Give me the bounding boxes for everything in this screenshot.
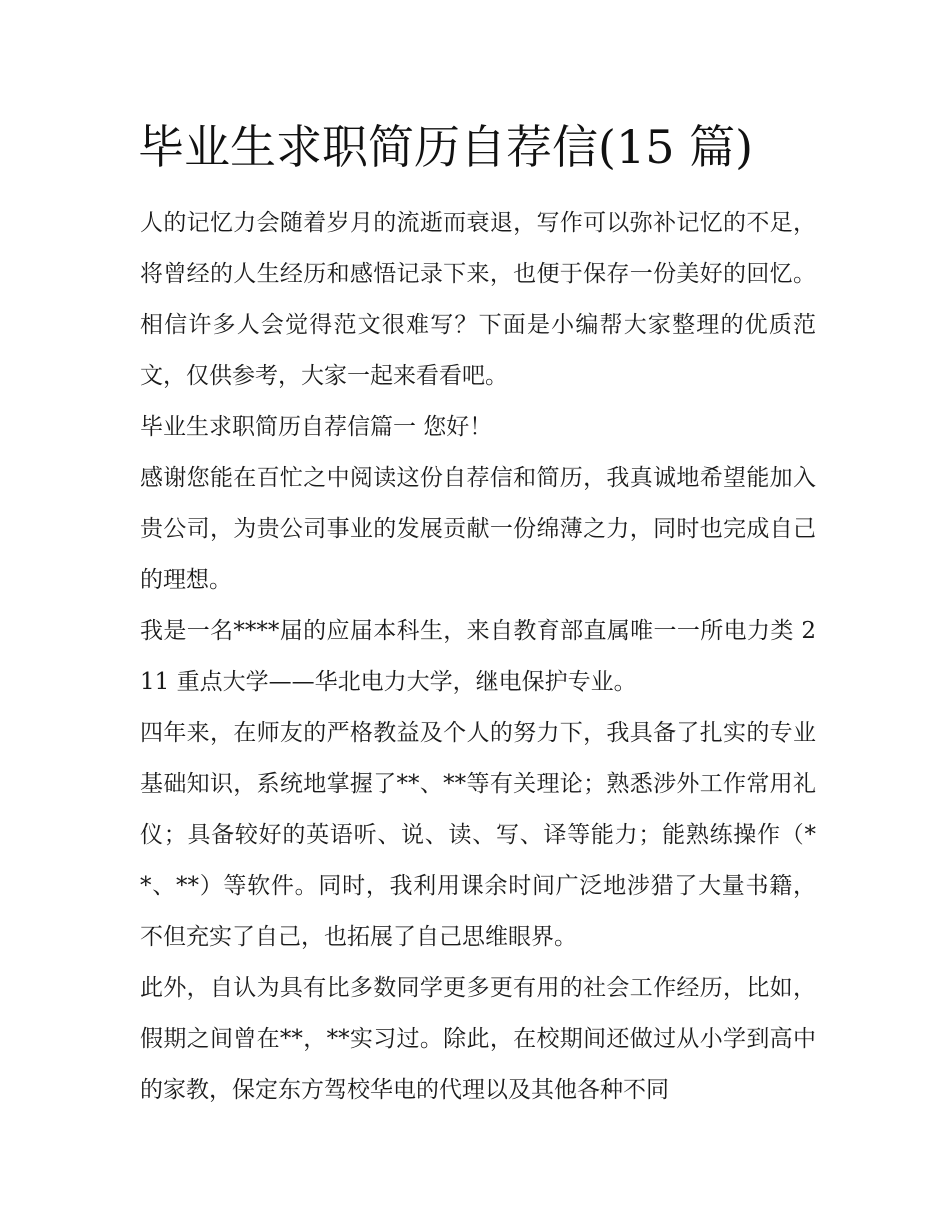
document-body (140, 198, 816, 1116)
paragraph-intro: 人的记忆力会随着岁月的流逝而衰退，写作可以弥补记忆的不足，将曾经的人生经历和感悟记录下来，也便于保存一份美好的回忆。相信许多人会觉得范文很难写？下面是小编帮大家整理的优质范文，仅供参考，大家一起来看看吧。 (140, 210, 816, 389)
paragraph-experience: 此外，自认为具有比多数同学更多更有用的社会工作经历，比如，假期之间曾在**，**实习过。除此，在校期间还做过从小学到高中的家教，保定东方驾校华电的代理以及其他各种不同 (140, 975, 816, 1103)
document-title: 毕业生求职简历自荐信(15 篇) (138, 120, 754, 174)
paragraph-skills: 四年来，在师友的严格教益及个人的努力下，我具备了扎实的专业基础知识，系统地掌握了**、**等有关理论；熟悉涉外工作常用礼仪；具备较好的英语听、说、读、写、译等能力；能熟练操作（**、**）等软件。同时，我利用课余时间广泛地涉猎了大量书籍，不但充实了自己，也拓展了自己思维眼界。 (140, 720, 816, 950)
paragraph-background: 我是一名****届的应届本科生，来自教育部直属唯一一所电力类 211 重点大学——华北电力大学，继电保护专业。 (140, 618, 816, 695)
paragraph-thanks: 感谢您能在百忙之中阅读这份自荐信和简历，我真诚地希望能加入贵公司，为贵公司事业的发展贡献一份绵薄之力，同时也完成自己的理想。 (140, 465, 816, 593)
paragraph-greeting: 毕业生求职简历自荐信篇一 您好！ (140, 414, 493, 440)
